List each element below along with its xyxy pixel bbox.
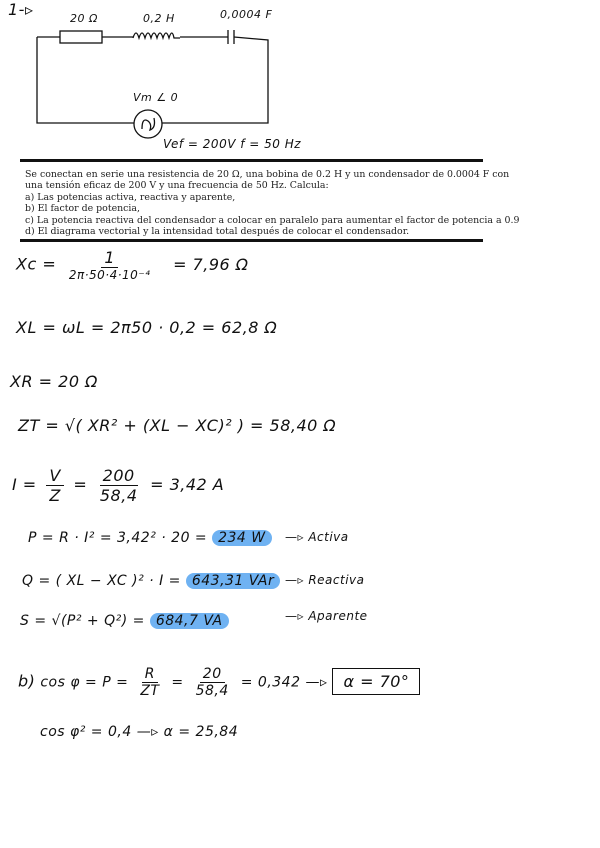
xc-result: = 7,96 Ω	[173, 254, 249, 274]
apparent-note: —▹ Aparente	[285, 609, 368, 623]
i-num-2: 200	[100, 466, 138, 486]
part-b-label: b)	[18, 671, 36, 691]
apparent-power-equation	[20, 613, 229, 629]
problem-line: c) La potencia reactiva del condensador a colocar en paralelo para aumentar el factor de potencia a 0.9	[25, 214, 520, 226]
problem-number: 1-▹	[8, 0, 34, 19]
problem-statement	[20, 159, 520, 242]
problem-line: Se conectan en serie una resistencia de 20 Ω, una bobina de 0.2 H y un condensador de 0.0004 F con	[25, 169, 510, 180]
i-result: = 3,42 A	[150, 475, 225, 494]
p-text: P = R · I² = 3,42² · 20 =	[28, 530, 208, 546]
xc-equation	[16, 248, 249, 282]
sine-wave-icon	[142, 118, 155, 130]
reactive-note: —▹ Reactiva	[285, 573, 365, 587]
xl-equation: XL = ωL = 2π50 · 0,2 = 62,8 Ω	[16, 318, 278, 337]
q-text: Q = ( XL − XC )² · I =	[22, 573, 181, 589]
i-fraction-2	[97, 466, 141, 505]
p-value-highlighted: 234 W	[212, 530, 272, 546]
q-value-highlighted: 643,31 VAr	[186, 573, 280, 589]
angle-boxed-result: α = 70°	[332, 668, 420, 695]
pf-result: = 0,342 —▹	[240, 674, 328, 691]
reactive-power-equation	[22, 573, 280, 589]
zt-equation: ZT = √( XR² + (XL − XC)² ) = 58,40 Ω	[18, 416, 337, 435]
source-label: Vm ∠ 0	[133, 91, 179, 104]
ac-source-symbol	[134, 110, 162, 138]
power-factor-equation	[18, 666, 420, 699]
pf-fraction-2	[193, 666, 232, 699]
problem-line: d) El diagrama vectorial y la intensidad total después de colocar el condensador.	[25, 226, 410, 238]
i-eq: =	[73, 475, 88, 494]
pf-fraction-1	[137, 666, 162, 699]
i-fraction-1	[46, 466, 63, 505]
problem-line: a) Las potencias activa, reactiva y aparente,	[25, 191, 236, 203]
s-text: S = √(P² + Q²) =	[20, 613, 145, 629]
i-lhs: I =	[12, 475, 37, 494]
source-values: Vef = 200V f = 50 Hz	[163, 137, 302, 151]
xc-lhs: Xc =	[16, 254, 57, 274]
s-value-highlighted: 684,7 VA	[150, 613, 229, 629]
inductor-symbol	[133, 33, 180, 38]
xr-equation: XR = 20 Ω	[10, 372, 98, 391]
xc-numerator: 1	[101, 248, 118, 268]
current-equation	[12, 466, 224, 505]
pf-num-2: 20	[200, 666, 225, 683]
pf-den-1: ZT	[140, 683, 160, 699]
pf-den-2: 58,4	[195, 683, 229, 699]
active-note: —▹ Activa	[285, 530, 349, 544]
i-den-1: Z	[49, 486, 61, 505]
i-num-1: V	[46, 466, 63, 486]
pf-eq: =	[171, 674, 184, 691]
cos-squared-equation: cos φ² = 0,4 —▹ α = 25,84	[40, 724, 239, 740]
xc-denominator: 2π·50·4·10⁻⁴	[68, 268, 151, 282]
xc-fraction	[66, 248, 154, 282]
problem-line: b) El factor de potencia,	[25, 203, 140, 215]
capacitor-label: 0,0004 F	[220, 8, 273, 21]
problem-line: una tensión eficaz de 200 V y una frecuencia de 50 Hz. Calcula:	[25, 180, 329, 192]
pf-lhs: cos φ = P =	[40, 674, 129, 691]
pf-num-1: R	[142, 666, 158, 683]
capacitor-symbol	[228, 30, 234, 44]
resistor-symbol	[60, 31, 102, 43]
resistor-label: 20 Ω	[70, 12, 98, 25]
inductor-label: 0,2 H	[143, 12, 175, 25]
active-power-equation	[28, 530, 272, 546]
i-den-2: 58,4	[99, 486, 138, 505]
